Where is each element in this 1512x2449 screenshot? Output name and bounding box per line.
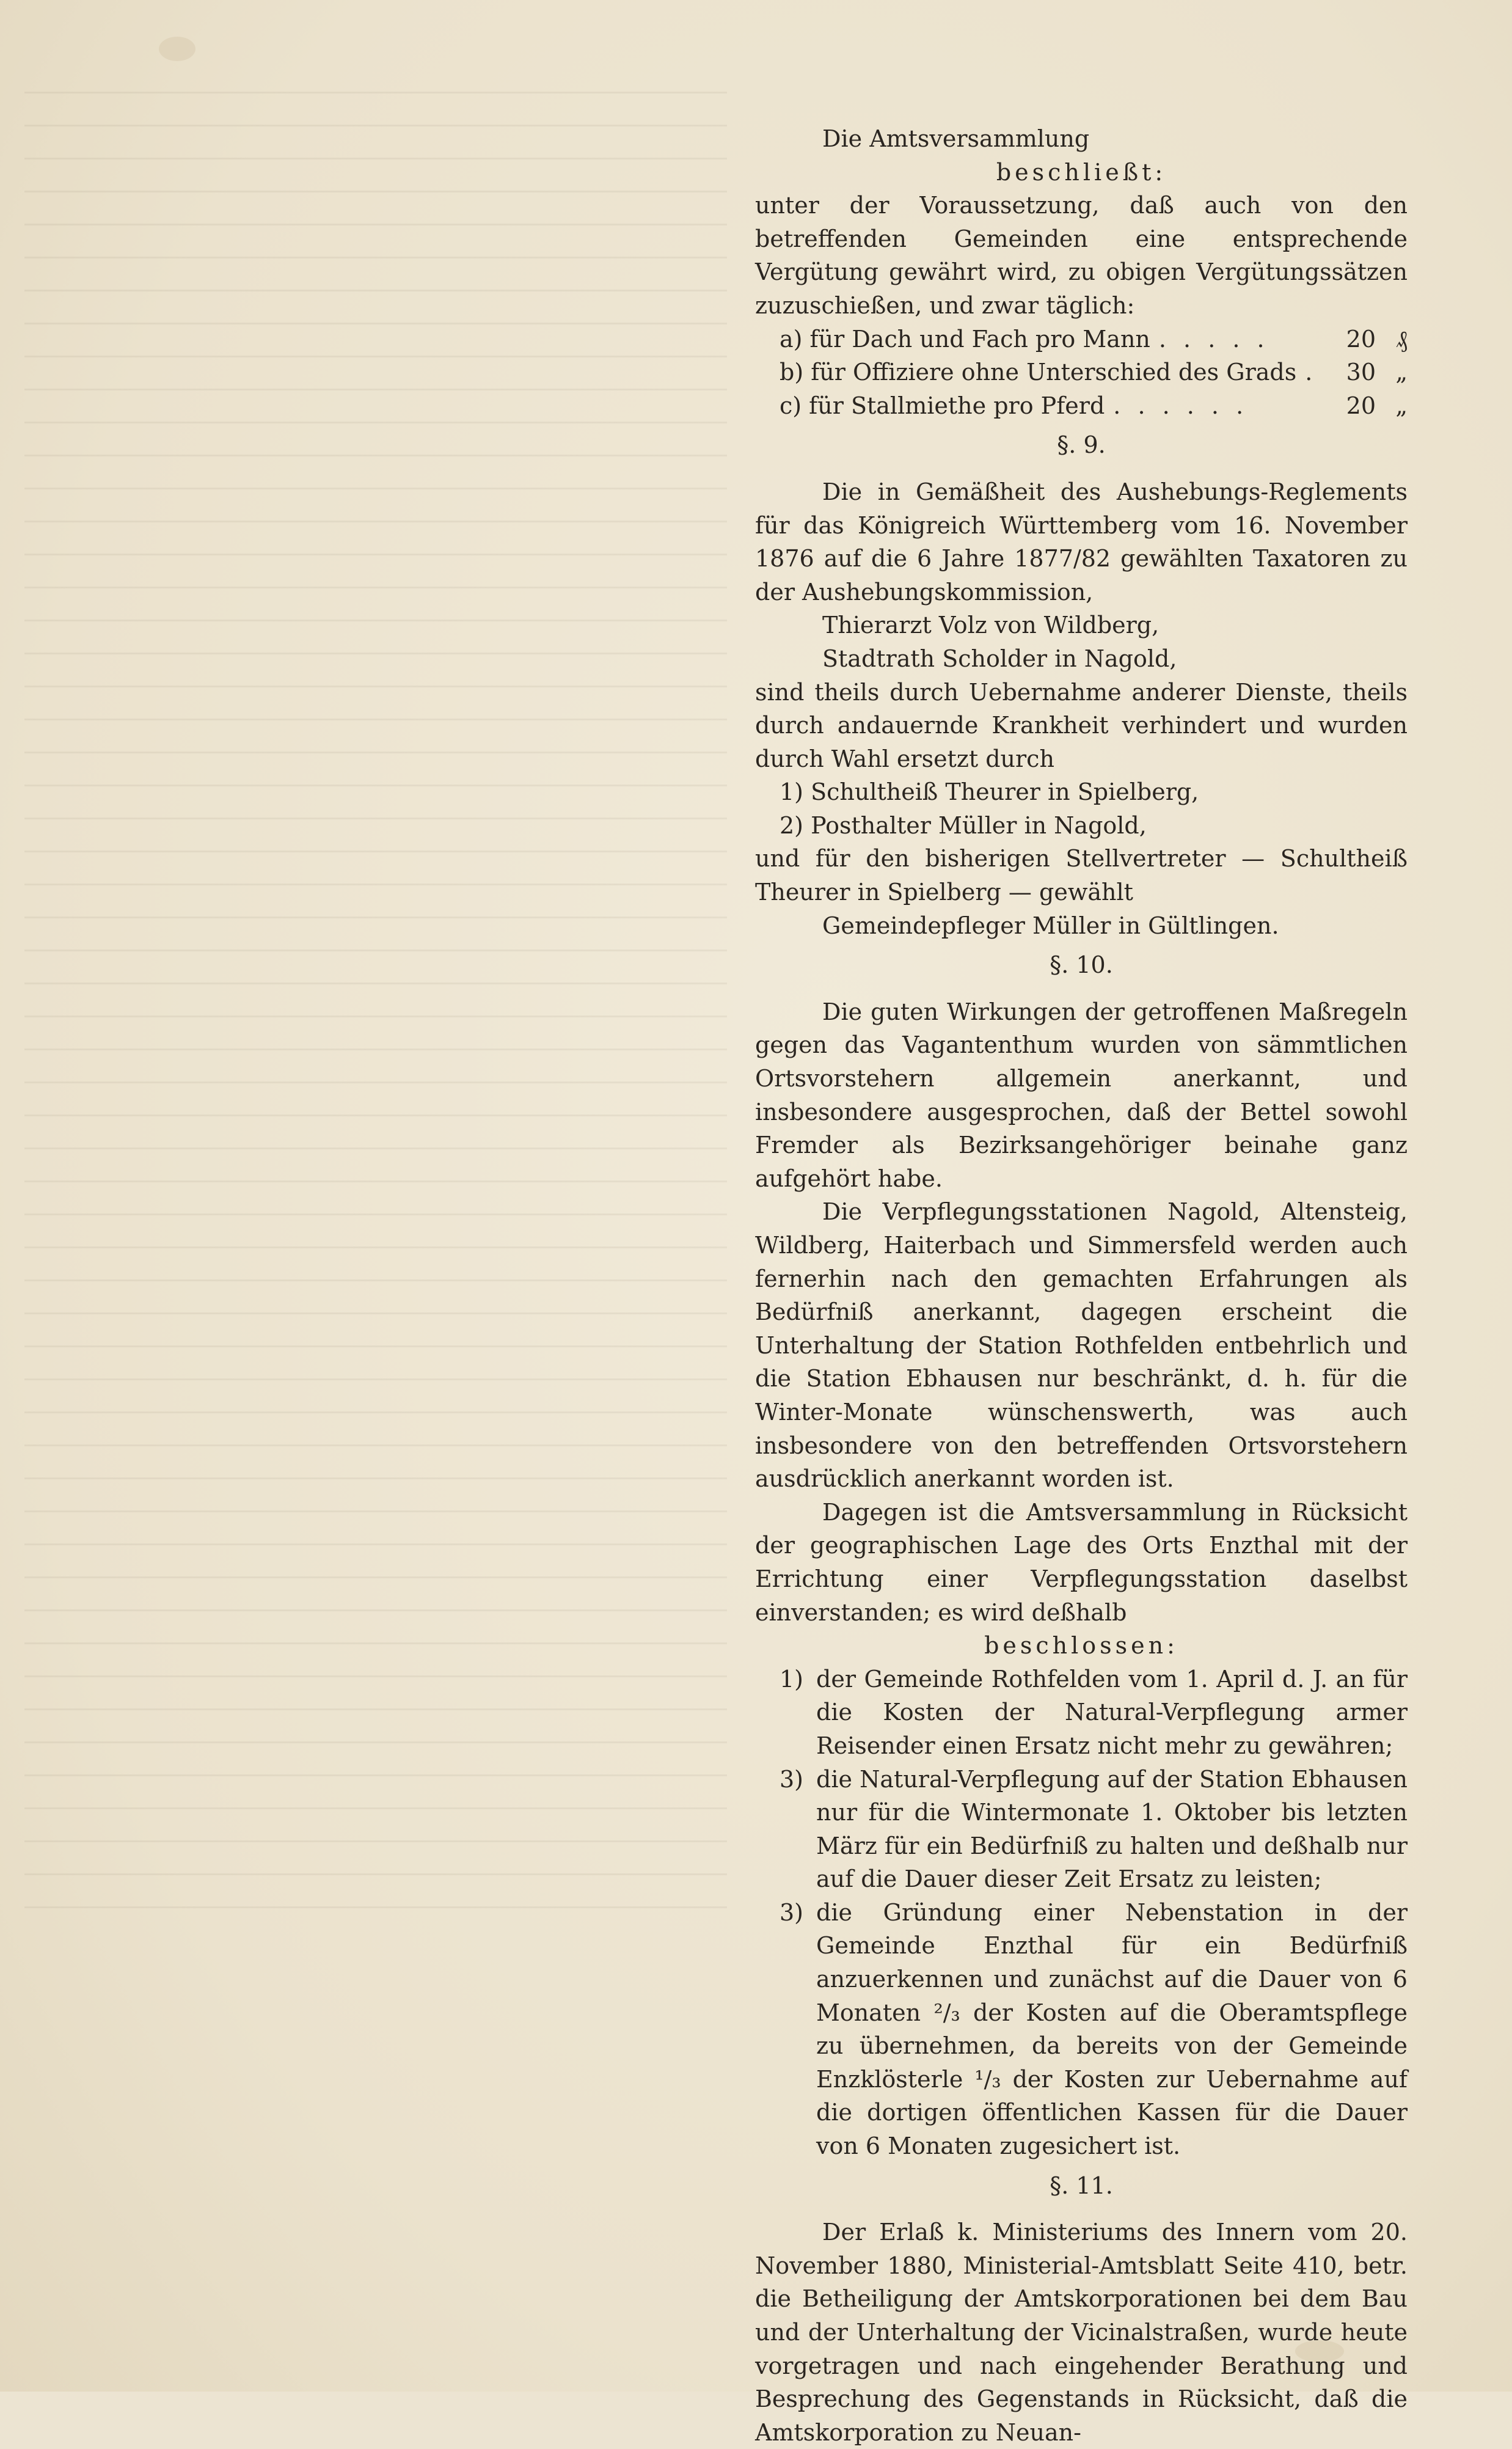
list-item bbox=[780, 1896, 1408, 2163]
rate-label: a) für Dach und Fach pro Mann bbox=[780, 325, 1150, 353]
rate-dots: . bbox=[1305, 359, 1318, 386]
rate-value: 20 bbox=[1346, 392, 1376, 419]
section-10-title: §. 10. bbox=[1050, 951, 1113, 979]
section-10-paragraph: Die Verpflegungsstationen Nagold, Altensteig, Wildberg, Haiterbach und Simmersfeld werden auch fernerhin nach den gemachten Erfahrungen als Bedürfniß anerkannt, dagegen erscheint die Unterhaltung der Station Rothfelden entbehrlich und die Station Ebhausen nur beschränkt, d. h. für die Winter-Monate wünschenswerth, was auch insbesondere von den betreffenden Ortsvorstehern ausdrücklich anerkannt worden ist. bbox=[755, 1198, 1408, 1493]
rate-dots: . . . . . bbox=[1158, 325, 1269, 353]
rate-unit: „ bbox=[1395, 392, 1408, 419]
rate-value: 20 bbox=[1346, 325, 1376, 353]
bleed-through-text bbox=[24, 92, 727, 1925]
rate-dots: . . . . . . bbox=[1113, 392, 1249, 419]
decision-heading: beschlossen: bbox=[984, 1632, 1178, 1660]
text-column bbox=[755, 122, 1408, 2449]
section-9-paragraph: sind theils durch Uebernahme anderer Dienste, theils durch andauernde Krankheit verhindert und wurden durch Wahl ersetzt durch bbox=[755, 678, 1408, 772]
rate-value: 30 bbox=[1346, 359, 1376, 386]
paper-stain bbox=[159, 37, 195, 61]
list-text: der Gemeinde Rothfelden vom 1. April d. J. an für die Kosten der Natural-Verpflegung armer Reisender einen Ersatz nicht mehr zu gewähren; bbox=[816, 1665, 1408, 1759]
list-text: die Gründung einer Nebenstation in der Gemeinde Enzthal für ein Bedürfniß anzuerkennen und zunächst auf die Dauer von 6 Monaten ²/₃ der Kosten auf die Oberamtspflege zu übernehmen, da bereits von der Gemeinde Enzklösterle ¹/₃ der Kosten zur Uebernahme auf die dortigen öffentlichen Kassen für die Dauer von 6 Monaten zugesichert ist. bbox=[816, 1898, 1408, 2160]
list-number: 3) bbox=[780, 1765, 804, 1793]
rate-label: c) für Stallmiethe pro Pferd bbox=[780, 392, 1105, 419]
list-number: 1) bbox=[780, 1665, 804, 1693]
section-9-paragraph: Die in Gemäßheit des Aushebungs-Reglements für das Königreich Württemberg vom 16. November 1876 auf die 6 Jahre 1877/82 gewählten Taxatoren zu der Aushebungskommission, bbox=[755, 478, 1408, 606]
section-10-paragraph: Die guten Wirkungen der getroffenen Maßregeln gegen das Vagantenthum wurden von sämmtlichen Ortsvorstehern allgemein anerkannt, und insbesondere ausgesprochen, daß der Bettel sowohl Fremder als Bezirksangehöriger beinahe ganz aufgehört habe. bbox=[755, 998, 1408, 1192]
intro-paragraph: unter der Voraussetzung, daß auch von den betreffenden Gemeinden eine entsprechende Vergütung gewährt wird, zu obigen Vergütungssätzen zuzuschießen, und zwar täglich: bbox=[755, 192, 1408, 319]
section-9-name: Thierarzt Volz von Wildberg, bbox=[822, 612, 1160, 639]
rate-row bbox=[755, 356, 1408, 389]
section-11-paragraph: Der Erlaß k. Ministeriums des Innern vom 20. November 1880, Ministerial-Amtsblatt Seite 410, betr. die Betheiligung der Amtskorporationen bei dem Bau und der Unterhaltung der Vicinalstraßen, wurde heute vorgetragen und nach eingehender Berathung und Besprechung des Gegenstands in Rücksicht, daß die Amtskorporation zu Neuan- bbox=[755, 2219, 1408, 2446]
section-9-paragraph: und für den bisherigen Stellvertreter — Schultheiß Theurer in Spielberg — gewählt bbox=[755, 845, 1408, 906]
list-item bbox=[780, 1763, 1408, 1896]
section-11-title: §. 11. bbox=[1050, 2172, 1113, 2199]
list-number: 3) bbox=[780, 1898, 804, 1926]
section-10-paragraph: Dagegen ist die Amtsversammlung in Rücksicht der geographischen Lage des Orts Enzthal mit der Errichtung einer Verpflegungsstation daselbst einverstanden; es wird deßhalb bbox=[755, 1498, 1408, 1626]
heading: Die Amtsversammlung bbox=[822, 125, 1090, 152]
section-9-replacement: 1) Schultheiß Theurer in Spielberg, bbox=[780, 778, 1199, 806]
section-9-paragraph: Gemeindepfleger Müller in Gültlingen. bbox=[822, 912, 1279, 939]
rate-label: b) für Offiziere ohne Unterschied des Grads bbox=[780, 359, 1297, 386]
section-9-name: Stadtrath Scholder in Nagold, bbox=[822, 645, 1177, 672]
rate-row bbox=[755, 389, 1408, 423]
section-9-replacement: 2) Posthalter Müller in Nagold, bbox=[780, 811, 1147, 839]
section-9-title: §. 9. bbox=[1057, 431, 1106, 459]
rate-unit: „ bbox=[1395, 359, 1408, 386]
rate-row bbox=[755, 323, 1408, 356]
decision-list bbox=[755, 1663, 1408, 2163]
list-item bbox=[780, 1663, 1408, 1763]
decision-heading: beschließt: bbox=[996, 158, 1167, 186]
list-text: die Natural-Verpflegung auf der Station Ebhausen nur für die Wintermonate 1. Oktober bis letzten März für ein Bedürfniß zu halten und deßhalb nur auf die Dauer dieser Zeit Ersatz zu leisten; bbox=[816, 1765, 1408, 1893]
rate-unit: ₰ bbox=[1396, 325, 1408, 353]
